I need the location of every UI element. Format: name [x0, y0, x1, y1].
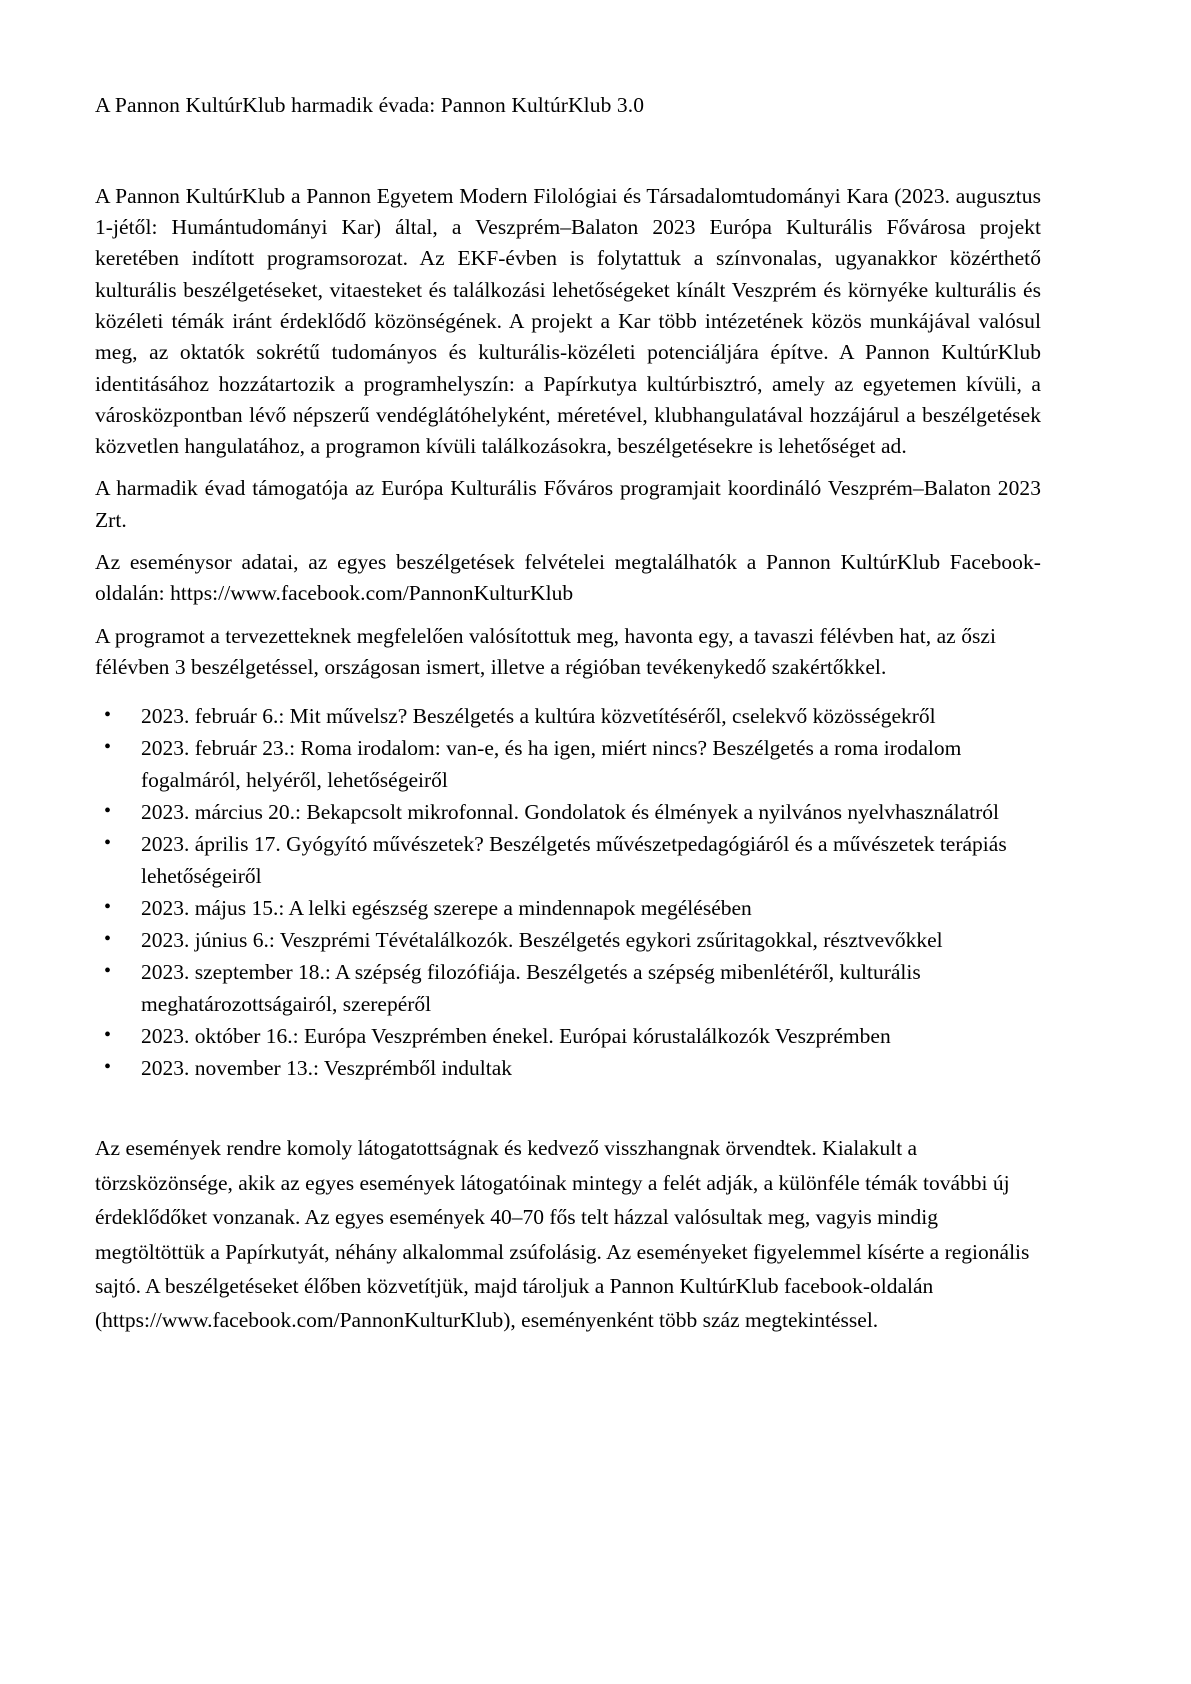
paragraph-schedule: A programot a tervezetteknek megfelelően valósítottuk meg, havonta egy, a tavaszi félévben hat, az őszi félévben 3 beszélgetéssel, országosan ismert, illetve a régióban tevékenykedő szakértőkkel.	[95, 623, 997, 679]
bullet-icon: •	[104, 832, 112, 855]
list-item-label: 2023. április 17. Gyógyító művészetek? Beszélgetés művészetpedagógiáról és a művészetek terápiás lehetőségeiről	[141, 832, 1007, 888]
bullet-icon: •	[104, 799, 112, 822]
list-item-label: 2023. november 13.: Veszprémből indultak	[141, 1056, 513, 1081]
list-item	[95, 893, 1041, 924]
list-item-label: 2023. május 15.: A lelki egészség szerepe a mindennapok megélésében	[141, 895, 752, 920]
list-item-label: 2023. február 23.: Roma irodalom: van-e, és ha igen, miért nincs? Beszélgetés a roma irodalom fogalmáról, helyéről, lehetőségeiről	[141, 736, 962, 792]
list-item-label: 2023. október 16.: Európa Veszprémben énekel. Európai kórustalálkozók Veszprémben	[141, 1023, 891, 1048]
list-item	[95, 957, 1041, 1020]
list-item-label: 2023. június 6.: Veszprémi Tévétalálkozók. Beszélgetés egykori zsűritagokkal, résztvevőkkel	[141, 928, 943, 953]
paragraph-gap	[95, 610, 1041, 621]
list-item	[95, 925, 1041, 956]
bullet-icon: •	[104, 928, 112, 951]
title-spacer	[95, 119, 1041, 181]
page-title: A Pannon KultúrKlub harmadik évada: Pannon KultúrKlub 3.0	[95, 93, 645, 117]
bullet-icon: •	[104, 960, 112, 983]
paragraph-intro: A Pannon KultúrKlub a Pannon Egyetem Modern Filológiai és Társadalomtudományi Kara (2023. augusztus 1-jétől: Humántudományi Kar) által, a Veszprém–Balaton 2023 Európa Kulturális Fővárosa projekt keretében indított programsorozat. Az EKF-évben is folytattuk a színvonalas, ugyanakkor közérthető kulturális beszélgetéseket, vitaesteket és találkozási lehetőségeket kínált Veszprém és környéke kulturális és közéleti témák iránt érdeklődő közönségének. A projekt a Kar több intézetének közös munkájával valósul meg, az oktatók sokrétű tudományos és kulturális-közéleti potenciáljára építve. A Pannon KultúrKlub identitásához hozzátartozik a programhelyszín: a Papírkutya kultúrbisztró, amely az egyetemen kívüli, a városközpontban lévő népszerű vendéglátóhelyként, méretével, klubhangulatával hozzájárul a beszélgetések közvetlen hangulatához, a programon kívüli találkozásokra, beszélgetésekre is lehetőséget ad.	[95, 183, 1041, 459]
bullet-icon: •	[104, 704, 112, 727]
bullet-icon: •	[104, 1023, 112, 1046]
paragraph-gap	[95, 536, 1041, 547]
list-item	[95, 797, 1041, 828]
paragraph-gap	[95, 462, 1041, 473]
list-item	[95, 701, 1041, 732]
list-item	[95, 1053, 1041, 1084]
list-item	[95, 1021, 1041, 1052]
paragraph-sponsor: A harmadik évad támogatója az Európa Kulturális Főváros programjait koordináló Veszprém–Balaton 2023 Zrt.	[95, 476, 1041, 532]
list-item-label: 2023. március 20.: Bekapcsolt mikrofonnal. Gondolatok és élmények a nyilvános nyelvhasználatról	[141, 799, 1000, 824]
bullet-icon: •	[104, 736, 112, 759]
list-item	[95, 829, 1041, 892]
list-item-label: 2023. szeptember 18.: A szépség filozófiája. Beszélgetés a szépség mibenlétéről, kulturális meghatározottságairól, szerepéről	[141, 960, 921, 1016]
bullet-icon: •	[104, 895, 112, 918]
list-gap	[95, 1085, 1041, 1131]
paragraph-closing: Az események rendre komoly látogatottságnak és kedvező visszhangnak örvendtek. Kialakult a törzsközönsége, akik az egyes események látogatóinak mintegy a felét adják, a különféle témák további új érdeklődőket vonzanak. Az egyes események 40–70 fős telt házzal valósultak meg, vagyis mindig megtöltöttük a Papírkutyát, néhány alkalommal zsúfolásig. Az eseményeket figyelemmel kísérte a regionális sajtó. A beszélgetéseket élőben közvetítjük, majd tároljuk a Pannon KultúrKlub facebook-oldalán (https://www.facebook.com/PannonKulturKlub), eseményenként több száz megtekintéssel.	[95, 1136, 1030, 1333]
list-item-label: 2023. február 6.: Mit művelsz? Beszélgetés a kultúra közvetítéséről, cselekvő közösségekről	[141, 704, 936, 729]
paragraph-facebook: Az eseménysor adatai, az egyes beszélgetések felvételei megtalálhatók a Pannon KultúrKlub Facebook-oldalán: https://www.facebook.com/PannonKulturKlub	[95, 549, 1041, 606]
list-item	[95, 733, 1041, 796]
bullet-icon: •	[104, 1056, 112, 1079]
event-list	[95, 701, 1041, 1084]
